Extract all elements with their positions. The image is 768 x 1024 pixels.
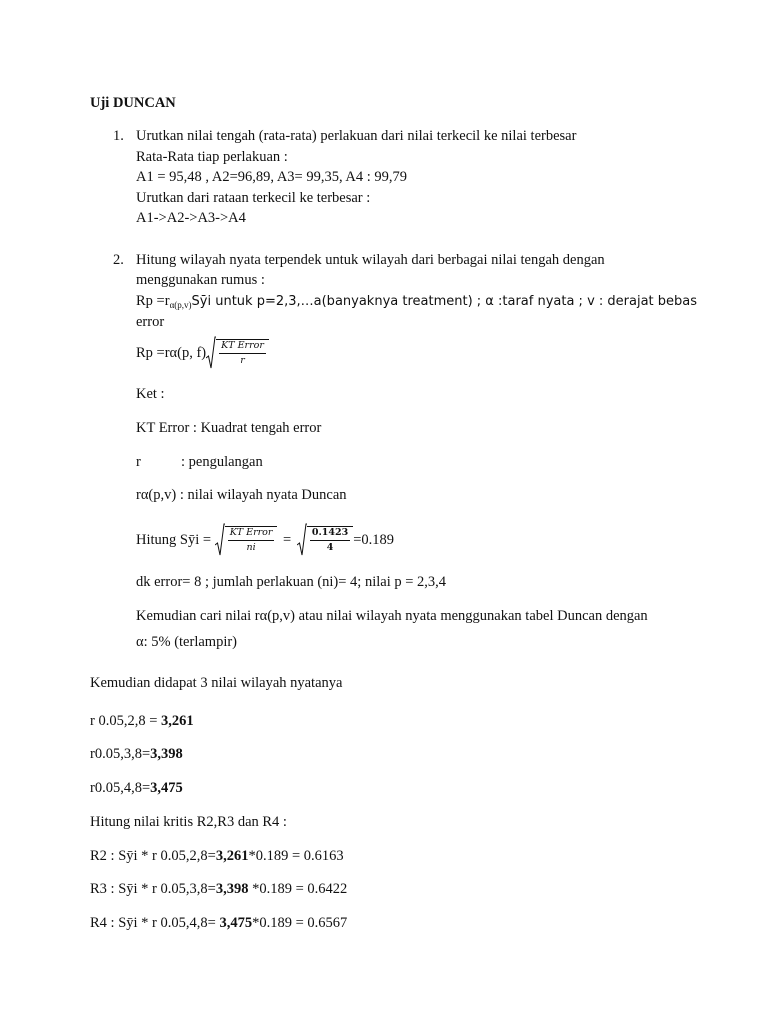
dk-error-line: dk error= 8 ; jumlah perlakuan (ni)= 4; nilai p = 2,3,4 (136, 574, 447, 590)
rp-formula-prefix: Rp =rα(p, f) (136, 344, 207, 361)
hitung-result: =0.189 (353, 531, 395, 548)
fraction-value (307, 526, 353, 554)
rp-prefix: Rp =r (136, 293, 170, 309)
step2-number: 2. (113, 252, 124, 268)
r2-label: r 0.05,2,8 = (90, 713, 162, 729)
r3-value: 3,398 (150, 746, 183, 762)
step2-heading-a: Hitung wilayah nyata terpendek untuk wilayah dari berbagai nilai tengah dengan (136, 252, 605, 268)
R3-prefix: R3 : Sȳi * r 0.05,3,8= (90, 881, 216, 897)
frac-numerator: KT Error (219, 340, 266, 354)
r-value-3 (90, 745, 183, 763)
frac-numerator: KT Error (228, 527, 275, 541)
sqrt-kt-error-r (206, 336, 269, 370)
rp-mid: Sȳi untuk p=2,3,…a(banyaknya treatment) ; α :taraf nyata ; v : derajat bebas (191, 294, 698, 309)
r-symbol: r (136, 454, 141, 470)
R4-result: *0.189 = 0.6567 (252, 915, 348, 931)
equals-sign: = (283, 531, 292, 548)
step2-heading-b: menggunakan rumus : (136, 272, 265, 288)
results-intro: Kemudian didapat 3 nilai wilayah nyatanya (90, 675, 343, 691)
frac-denominator: 4 (326, 541, 334, 553)
step1-heading: Urutkan nilai tengah (rata-rata) perlakuan dari nilai terkecil ke nilai terbesar (136, 128, 577, 144)
step1-line3: Urutkan dari rataan terkecil ke terbesar : (136, 190, 371, 206)
fraction-kt-error-r (216, 339, 269, 367)
sqrt-kt-error-ni (215, 523, 278, 557)
fraction-kt-error-ni (225, 526, 278, 554)
ket-label: Ket : (136, 386, 165, 402)
r-value-4 (90, 779, 183, 797)
R4-bold: 3,475 (219, 915, 253, 931)
doc-title: Uji DUNCAN (90, 95, 176, 111)
rp-subscript: α(p,v) (169, 300, 192, 310)
step1-line2: A1 = 95,48 , A2=96,89, A3= 99,35, A4 : 99,79 (136, 169, 408, 185)
radical-sign (215, 523, 225, 557)
sqrt-value (297, 523, 353, 557)
R3-result: *0.189 = 0.6422 (248, 881, 348, 897)
R2-result: *0.189 = 0.6163 (248, 848, 344, 864)
rp-end: error (136, 314, 165, 330)
r-alpha-definition: rα(p,v) : nilai wilayah nyata Duncan (136, 487, 347, 503)
r3-label: r0.05,3,8= (90, 746, 151, 762)
hitung-kritis: Hitung nilai kritis R2,R3 dan R4 : (90, 814, 287, 830)
frac-denominator: ni (246, 541, 256, 553)
r-definition: : pengulangan (181, 454, 263, 470)
r2-value: 3,261 (161, 713, 194, 729)
kemudian-line-a: Kemudian cari nilai rα(p,v) atau nilai wilayah nyata menggunakan tabel Duncan dengan (136, 608, 648, 624)
R3-line (90, 880, 347, 898)
step1-line4: A1->A2->A3->A4 (136, 210, 246, 226)
rp-definition (136, 292, 697, 311)
R2-prefix: R2 : Sȳi * r 0.05,2,8= (90, 848, 216, 864)
hitung-sy-formula (136, 521, 394, 558)
step1-line1: Rata-Rata tiap perlakuan : (136, 149, 288, 165)
r4-value: 3,475 (150, 780, 183, 796)
frac-numerator: 0.1423 (310, 527, 350, 541)
r4-label: r0.05,4,8= (90, 780, 151, 796)
R2-line (90, 847, 344, 865)
R3-bold: 3,398 (215, 881, 249, 897)
kt-error-definition: KT Error : Kuadrat tengah error (136, 420, 322, 436)
r-value-2 (90, 712, 194, 730)
kemudian-line-b: α: 5% (terlampir) (136, 634, 238, 650)
R4-prefix: R4 : Sȳi * r 0.05,4,8= (90, 915, 220, 931)
step1-number: 1. (113, 128, 124, 144)
hitung-prefix: Hitung Sȳi = (136, 531, 212, 548)
frac-denominator: r (240, 354, 245, 366)
R4-line (90, 914, 347, 932)
rp-formula (136, 335, 269, 370)
radical-sign (297, 523, 307, 557)
radical-sign (206, 336, 216, 370)
R2-bold: 3,261 (215, 848, 249, 864)
